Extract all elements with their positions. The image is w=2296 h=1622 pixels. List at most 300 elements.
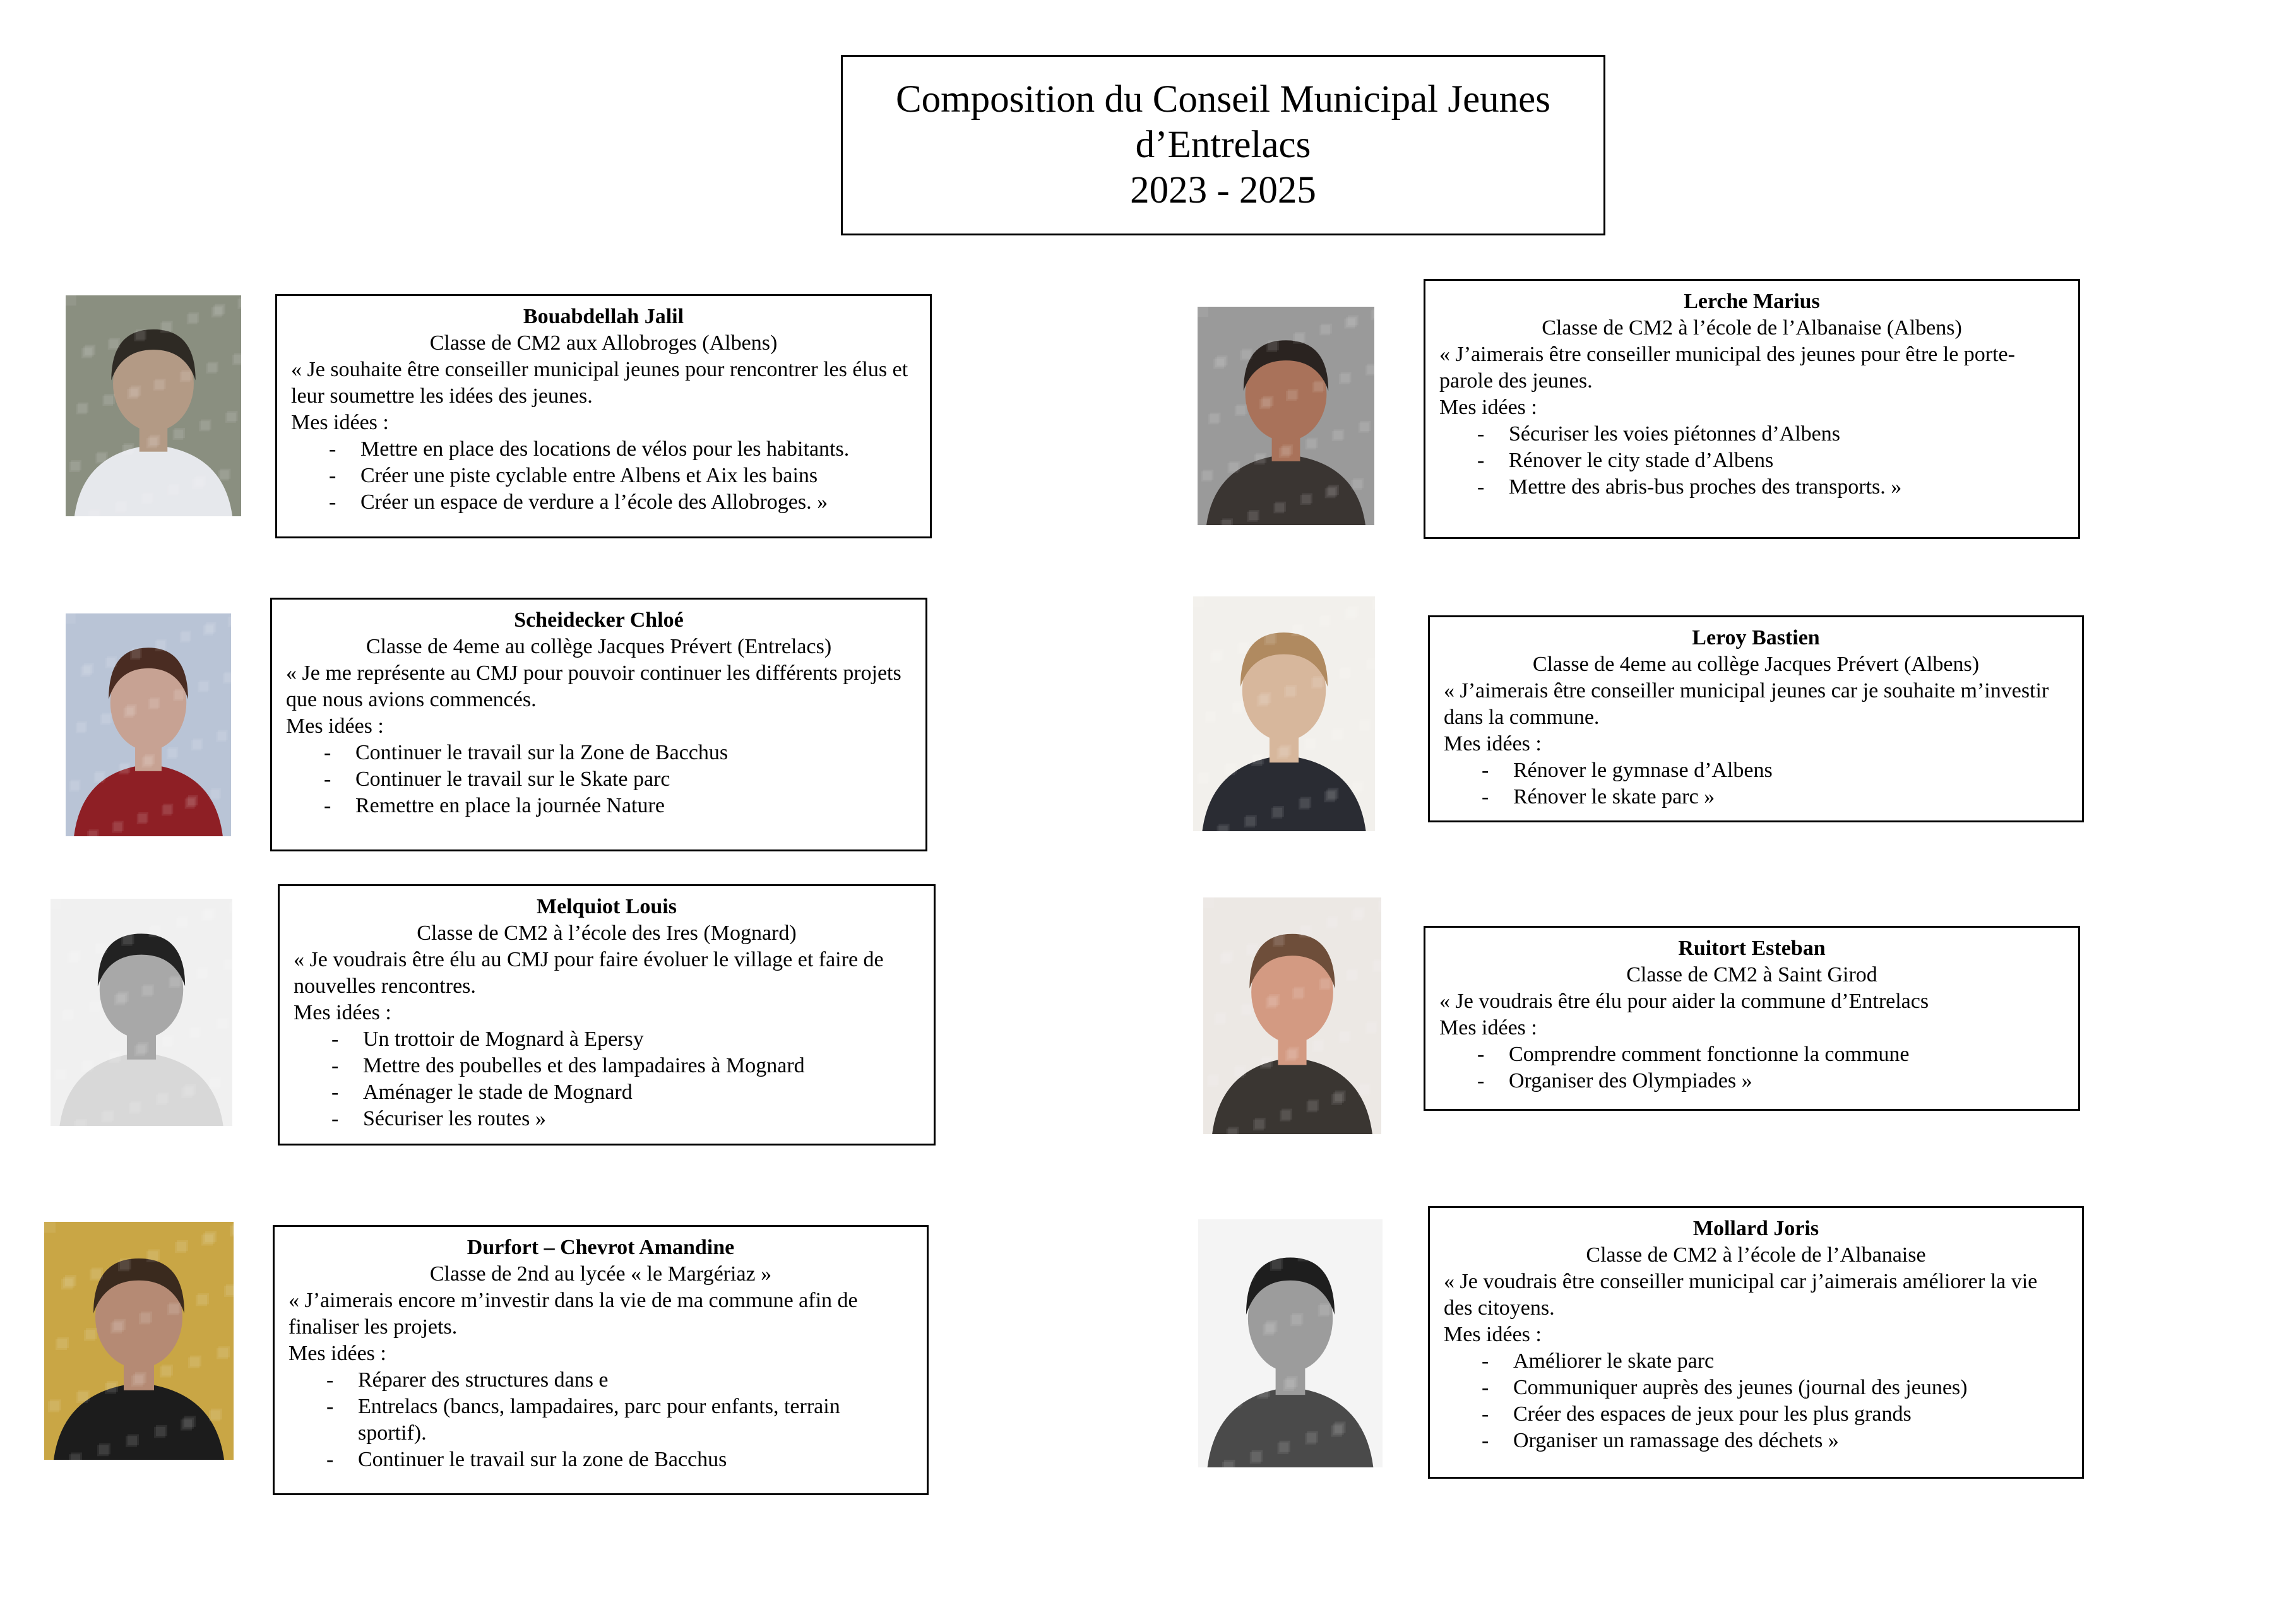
member-class: Classe de CM2 à l’école des Ires (Mognard) — [417, 921, 797, 945]
ideas-label: Mes idées : — [286, 714, 384, 738]
portrait-pixel — [1237, 643, 1247, 654]
portrait-pixel — [139, 1313, 150, 1324]
portrait-pixel — [1318, 1305, 1329, 1317]
idea-item: - Améliorer le skate parc — [1444, 1348, 2068, 1375]
portrait-pixel — [67, 953, 78, 964]
member-class: Classe de 2nd au lycée « le Margériaz » — [429, 1262, 772, 1286]
portrait-pixel — [66, 295, 76, 305]
ideas-label: Mes idées : — [1444, 732, 1542, 755]
idea-item: - Continuer le travail sur le Skate parc — [286, 766, 912, 793]
portrait-pixel — [185, 798, 195, 808]
ideas-label: Mes idées : — [1439, 1016, 1537, 1039]
portrait-pixel — [1365, 365, 1374, 376]
portrait-pixel — [189, 1028, 199, 1039]
portrait-pixel — [1351, 1233, 1362, 1244]
portrait-pixel — [1202, 1406, 1213, 1418]
portrait-pixel — [191, 740, 201, 750]
member-photo — [66, 295, 241, 516]
member-name: Lerche Marius — [1684, 290, 1820, 313]
portrait-pixel — [1193, 596, 1204, 607]
portrait-pixel — [112, 822, 122, 832]
member-quote: « Je souhaite être conseiller municipal jeunes pour rencontrer les élus et leur soumettre les idées des jeunes. — [291, 358, 908, 408]
ideas-label: Mes idées : — [1444, 1323, 1542, 1346]
portrait-pixel — [76, 404, 87, 414]
portrait-pixel — [153, 381, 164, 391]
portrait-pixel — [1299, 926, 1310, 937]
portrait-pixel — [1359, 721, 1369, 731]
idea-item: - Un trottoir de Mognard à Epersy — [294, 1026, 920, 1053]
portrait-pixel — [156, 1094, 167, 1105]
portrait-pixel — [69, 781, 79, 791]
portrait-pixel — [167, 486, 178, 496]
portrait-pixel — [198, 682, 208, 692]
member-card-bouabdellah — [275, 294, 932, 538]
portrait-pixel — [1198, 1219, 1210, 1231]
portrait-pixel — [223, 673, 231, 684]
member-card-scheidecker — [270, 598, 927, 851]
portrait-pixel — [1257, 1387, 1268, 1399]
portrait-pixel — [209, 1079, 220, 1089]
portrait-image — [66, 295, 241, 516]
portrait-pixel — [94, 773, 104, 783]
portrait-pixel — [206, 364, 217, 374]
portrait-pixel — [1273, 936, 1283, 947]
portrait-pixel — [199, 421, 210, 431]
portrait-pixel — [1312, 382, 1323, 393]
idea-item: - Rénover le skate parc » — [1444, 784, 2068, 810]
portrait-pixel — [1319, 980, 1329, 990]
portrait-pixel — [203, 625, 213, 636]
portrait-pixel — [105, 1383, 116, 1394]
portrait-image — [44, 1222, 234, 1460]
portrait-pixel — [1276, 748, 1287, 759]
portrait-pixel — [1242, 1269, 1254, 1281]
portrait-pixel — [141, 494, 152, 504]
portrait-pixel — [1204, 712, 1215, 723]
portrait-pixel — [102, 396, 113, 406]
portrait-pixel — [180, 632, 190, 642]
portrait-pixel — [1293, 334, 1304, 344]
portrait-pixel — [1250, 1452, 1261, 1464]
portrait-pixel — [1290, 1315, 1302, 1326]
member-photo — [1198, 1219, 1383, 1467]
portrait-pixel — [69, 462, 80, 472]
portrait-pixel — [154, 1427, 165, 1438]
portrait-pixel — [134, 1046, 145, 1057]
idea-item: - Continuer le travail sur la zone de Bacchus — [288, 1447, 913, 1473]
portrait-pixel — [228, 617, 231, 627]
portrait-pixel — [216, 731, 226, 742]
portrait-pixel — [162, 1037, 172, 1048]
portrait-pixel — [1224, 764, 1235, 775]
portrait-pixel — [1344, 609, 1355, 620]
portrait-pixel — [1371, 310, 1374, 320]
portrait-pixel — [44, 1222, 56, 1233]
ideas-list — [1444, 1348, 2068, 1454]
portrait-pixel — [95, 453, 106, 463]
portrait-pixel — [61, 1279, 73, 1289]
title-line-2: d’Entrelacs — [1135, 124, 1311, 166]
portrait-pixel — [51, 899, 61, 909]
member-quote: « Je voudrais être conseiller municipal car j’aimerais améliorer la vie des citoyens. — [1444, 1270, 2038, 1320]
portrait-pixel — [1365, 1023, 1376, 1034]
portrait-pixel — [1210, 1341, 1221, 1353]
portrait-pixel — [1197, 773, 1208, 784]
portrait-pixel — [180, 372, 191, 382]
member-class: Classe de CM2 à l’école de l’Albanaise (Albens) — [1542, 316, 1962, 340]
portrait-pixel — [1266, 342, 1277, 352]
portrait-pixel — [1319, 616, 1329, 627]
ideas-list — [286, 740, 912, 819]
portrait-pixel — [1213, 359, 1224, 369]
portrait-pixel — [1240, 1005, 1251, 1015]
member-name: Leroy Bastien — [1692, 626, 1820, 649]
ideas-list — [291, 436, 916, 516]
portrait-pixel — [122, 445, 133, 455]
portrait-pixel — [1305, 1433, 1316, 1445]
portrait-pixel — [1292, 988, 1303, 999]
ideas-list — [1444, 757, 2068, 810]
member-quote: « J’aimerais encore m’investir dans la vie de ma commune afin de finaliser les projets. — [288, 1289, 858, 1339]
portrait-pixel — [1379, 1223, 1383, 1234]
ideas-list — [1439, 421, 2064, 500]
portrait-pixel — [201, 1234, 213, 1245]
idea-item: - Aménager le stade de Mognard — [294, 1079, 920, 1106]
portrait-pixel — [149, 926, 160, 937]
portrait-pixel — [1263, 1324, 1274, 1335]
title-line-1: Composition du Conseil Municipal Jeunes — [896, 78, 1550, 121]
portrait-pixel — [1338, 668, 1349, 679]
portrait-pixel — [54, 1070, 65, 1080]
portrait-pixel — [187, 314, 198, 324]
member-class: Classe de CM2 aux Allobroges (Albens) — [429, 331, 778, 355]
portrait-pixel — [1251, 755, 1262, 766]
portrait-pixel — [1247, 512, 1258, 522]
portrait-pixel — [1235, 406, 1246, 416]
portrait-pixel — [1273, 503, 1284, 513]
portrait-pixel — [1331, 1094, 1342, 1105]
portrait-pixel — [109, 1053, 119, 1063]
idea-item: - Sécuriser les routes » — [294, 1106, 920, 1132]
portrait-pixel — [76, 1392, 88, 1403]
portrait-pixel — [84, 1330, 95, 1341]
member-quote: « J’aimerais être conseiller municipal des jeunes pour être le porte-parole des jeunes. — [1439, 343, 2015, 393]
member-name: Durfort – Chevrot Amandine — [467, 1236, 735, 1259]
portrait-pixel — [1231, 703, 1242, 714]
portrait-pixel — [1331, 1425, 1342, 1436]
portrait-pixel — [100, 714, 110, 725]
portrait-pixel — [237, 299, 241, 309]
portrait-pixel — [224, 1286, 234, 1297]
member-photo — [1203, 897, 1381, 1134]
portrait-pixel — [1358, 1085, 1369, 1096]
portrait-pixel — [1373, 1286, 1383, 1298]
portrait-pixel — [1254, 454, 1265, 465]
portrait-pixel — [61, 1010, 72, 1021]
portrait-pixel — [105, 658, 116, 668]
portrait-pixel — [141, 986, 152, 997]
portrait-pixel — [1253, 1120, 1264, 1130]
portrait-image — [1198, 1219, 1383, 1467]
portrait-pixel — [1292, 625, 1302, 636]
portrait-pixel — [192, 479, 203, 489]
portrait-pixel — [1372, 961, 1381, 972]
portrait-pixel — [1260, 1058, 1271, 1069]
portrait-pixel — [229, 903, 232, 913]
member-class: Classe de CM2 à l’école de l’Albanaise — [1586, 1243, 1926, 1267]
member-class: Classe de 4eme au collège Jacques Prévert (Albens) — [1532, 653, 1980, 676]
portrait-pixel — [1338, 1361, 1350, 1372]
portrait-pixel — [1332, 431, 1343, 441]
portrait-pixel — [76, 723, 86, 733]
portrait-pixel — [1304, 739, 1315, 750]
member-quote: « Je voudrais être élu au CMJ pour faire évoluer le village et faire de nouvelles rencontres. — [294, 948, 884, 998]
portrait-pixel — [48, 1401, 59, 1412]
member-card-leroy — [1428, 615, 2084, 822]
portrait-pixel — [1346, 1296, 1357, 1307]
idea-item: - Créer un espace de verdure a l’école des Allobroges. » — [291, 489, 916, 516]
idea-item: - Remettre en place la journée Nature — [286, 793, 912, 819]
idea-item: - Entrelacs (bancs, lampadaires, parc pour enfants, terrain sportif). — [288, 1394, 913, 1447]
portrait-pixel — [1214, 1014, 1225, 1025]
idea-item: - Rénover le gymnase d’Albens — [1444, 757, 2068, 784]
ideas-list — [1439, 1041, 2064, 1094]
portrait-pixel — [1338, 1032, 1349, 1043]
portrait-pixel — [1307, 1101, 1318, 1112]
portrait-pixel — [1201, 471, 1212, 482]
member-photo — [51, 899, 232, 1126]
member-class: Classe de 4eme au collège Jacques Prévert (Entrelacs) — [366, 635, 832, 658]
portrait-pixel — [1215, 1279, 1226, 1290]
portrait-pixel — [1208, 414, 1219, 424]
member-name: Scheidecker Chloé — [514, 608, 684, 632]
portrait-pixel — [1244, 817, 1255, 827]
portrait-pixel — [196, 1295, 207, 1306]
portrait-pixel — [196, 969, 206, 980]
portrait-pixel — [1283, 1380, 1294, 1391]
portrait-pixel — [1325, 488, 1336, 498]
portrait-pixel — [1210, 653, 1220, 663]
portrait-pixel — [167, 1305, 179, 1315]
portrait-pixel — [1286, 391, 1297, 401]
portrait-pixel — [173, 430, 184, 440]
portrait-pixel — [1339, 374, 1350, 384]
portrait-pixel — [201, 911, 212, 921]
portrait-pixel — [97, 1445, 109, 1456]
idea-item: - Mettre des poubelles et des lampadaires à Mognard — [294, 1053, 920, 1079]
portrait-pixel — [1230, 1397, 1241, 1408]
portrait-pixel — [1306, 439, 1316, 449]
portrait-pixel — [114, 995, 125, 1005]
portrait-pixel — [1377, 901, 1381, 912]
idea-item: - Sécuriser les voies piétonnes d’Albens — [1439, 421, 2064, 447]
member-class: Classe de CM2 à Saint Girod — [1626, 963, 1877, 986]
idea-item: - Comprendre comment fonctionne la commune — [1439, 1041, 2064, 1068]
portrait-pixel — [1216, 826, 1227, 831]
portrait-pixel — [209, 1411, 220, 1421]
portrait-pixel — [155, 641, 165, 651]
idea-item: - Réparer des structures dans e — [288, 1367, 913, 1394]
portrait-pixel — [126, 1436, 137, 1447]
member-card-ruitort — [1424, 926, 2080, 1111]
portrait-pixel — [1346, 970, 1357, 981]
portrait-pixel — [148, 699, 158, 709]
portrait-pixel — [1284, 687, 1295, 697]
portrait-pixel — [1266, 998, 1276, 1009]
title-box — [841, 55, 1605, 235]
member-photo — [1193, 596, 1375, 831]
portrait-pixel — [1324, 791, 1335, 802]
portrait-pixel — [110, 1323, 122, 1334]
idea-item: - Rénover le city stade d’Albens — [1439, 447, 2064, 474]
portrait-pixel — [176, 918, 187, 928]
portrait-image — [51, 899, 232, 1126]
portrait-pixel — [210, 790, 220, 800]
portrait-pixel — [1203, 897, 1214, 908]
portrait-pixel — [146, 438, 157, 448]
portrait-pixel — [1300, 495, 1311, 505]
portrait-pixel — [131, 1376, 143, 1387]
portrait-pixel — [167, 749, 177, 759]
portrait-pixel — [90, 1269, 101, 1280]
portrait-pixel — [1326, 918, 1337, 928]
portrait-pixel — [127, 389, 138, 399]
portrait-pixel — [1366, 660, 1375, 670]
ideas-label: Mes idées : — [294, 1001, 391, 1024]
portrait-pixel — [124, 707, 134, 718]
portrait-pixel — [121, 935, 132, 946]
portrait-pixel — [230, 1226, 234, 1236]
portrait-image — [1193, 596, 1375, 831]
portrait-pixel — [1359, 423, 1369, 433]
portrait-pixel — [217, 1348, 228, 1359]
portrait-pixel — [216, 1019, 227, 1030]
portrait-pixel — [87, 831, 97, 836]
portrait-pixel — [223, 960, 232, 971]
idea-item: - Communiquer auprès des jeunes (journal des jeunes) — [1444, 1375, 2068, 1401]
portrait-pixel — [1227, 1128, 1237, 1134]
portrait-pixel — [66, 613, 76, 624]
portrait-pixel — [81, 348, 92, 358]
member-card-mollard — [1428, 1206, 2084, 1479]
portrait-pixel — [1270, 1259, 1282, 1270]
portrait-pixel — [1264, 634, 1275, 645]
member-quote: « Je voudrais être élu pour aider la commune d’Entrelacs — [1439, 990, 1929, 1013]
portrait-pixel — [1359, 1416, 1370, 1427]
ideas-label: Mes idées : — [1439, 396, 1537, 419]
portrait-pixel — [1240, 350, 1251, 360]
portrait-pixel — [1257, 696, 1268, 706]
portrait-pixel — [119, 764, 129, 774]
portrait-pixel — [218, 470, 229, 480]
portrait-pixel — [225, 413, 236, 423]
member-name: Bouabdellah Jalil — [523, 305, 684, 328]
idea-item: - Mettre des abris-bus proches des transports. » — [1439, 474, 2064, 500]
portrait-pixel — [94, 944, 105, 955]
portrait-pixel — [1219, 954, 1230, 964]
portrait-pixel — [88, 511, 99, 516]
portrait-pixel — [1285, 1050, 1296, 1061]
portrait-pixel — [1366, 1351, 1377, 1363]
member-quote: « Je me représente au CMJ pour pouvoir continuer les différents projets que nous avions commencés. — [286, 661, 901, 711]
member-name: Melquiot Louis — [537, 895, 677, 918]
portrait-pixel — [1207, 1076, 1218, 1087]
portrait-pixel — [1222, 1462, 1234, 1467]
member-name: Ruitort Esteban — [1678, 937, 1826, 960]
portrait-pixel — [74, 1121, 85, 1126]
portrait-pixel — [1311, 678, 1322, 689]
portrait-pixel — [1331, 730, 1342, 741]
portrait-pixel — [88, 1002, 99, 1012]
idea-item: - Continuer le travail sur la Zone de Bacchus — [286, 740, 912, 766]
portrait-pixel — [173, 690, 183, 701]
portrait-pixel — [81, 1062, 92, 1072]
portrait-pixel — [1246, 945, 1257, 956]
member-card-lerche — [1424, 279, 2080, 539]
portrait-pixel — [181, 1419, 192, 1430]
portrait-pixel — [1352, 480, 1362, 490]
idea-item: - Organiser un ramassage des déchets » — [1444, 1428, 2068, 1454]
portrait-image — [66, 613, 231, 836]
portrait-pixel — [175, 1242, 186, 1253]
member-photo — [44, 1222, 234, 1460]
member-card-durfort — [273, 1225, 929, 1495]
portrait-pixel — [130, 649, 140, 660]
title-line-3: 2023 - 2025 — [1130, 169, 1316, 211]
portrait-pixel — [181, 1087, 192, 1098]
idea-item: - Créer des espaces de jeux pour les plus grands — [1444, 1401, 2068, 1428]
portrait-pixel — [118, 1260, 129, 1271]
ideas-list — [288, 1367, 913, 1473]
portrait-pixel — [134, 331, 145, 341]
portrait-pixel — [137, 814, 147, 824]
portrait-pixel — [1228, 463, 1239, 473]
portrait-pixel — [1319, 325, 1330, 335]
portrait-pixel — [211, 307, 222, 317]
portrait-pixel — [69, 1454, 80, 1460]
idea-item: - Organiser des Olympiades » — [1439, 1068, 2064, 1094]
member-photo — [66, 613, 231, 836]
portrait-pixel — [160, 1366, 171, 1377]
portrait-pixel — [1220, 520, 1231, 525]
member-quote: « J’aimerais être conseiller municipal jeunes car je souhaite m’investir dans la commune. — [1444, 679, 2049, 729]
portrait-pixel — [1311, 1370, 1322, 1382]
portrait-pixel — [115, 502, 126, 512]
portrait-pixel — [160, 323, 171, 333]
portrait-pixel — [162, 805, 172, 815]
portrait-image — [1203, 897, 1381, 1134]
portrait-image — [1198, 307, 1374, 525]
portrait-pixel — [81, 666, 91, 677]
portrait-pixel — [1325, 1240, 1336, 1252]
idea-item: - Mettre en place des locations de vélos pour les habitants. — [291, 436, 916, 463]
portrait-pixel — [56, 1339, 67, 1350]
portrait-pixel — [1278, 1443, 1289, 1454]
portrait-pixel — [1351, 910, 1362, 921]
portrait-pixel — [108, 340, 119, 350]
portrait-pixel — [188, 1358, 199, 1368]
member-name: Mollard Joris — [1692, 1217, 1819, 1240]
portrait-pixel — [1237, 1332, 1248, 1343]
portrait-pixel — [1312, 1041, 1323, 1052]
portrait-pixel — [1299, 798, 1309, 809]
ideas-list — [294, 1026, 920, 1132]
portrait-pixel — [102, 1112, 112, 1123]
portrait-pixel — [1352, 783, 1362, 793]
portrait-pixel — [169, 978, 179, 988]
portrait-pixel — [1234, 1067, 1244, 1077]
portrait-pixel — [1280, 1111, 1290, 1122]
